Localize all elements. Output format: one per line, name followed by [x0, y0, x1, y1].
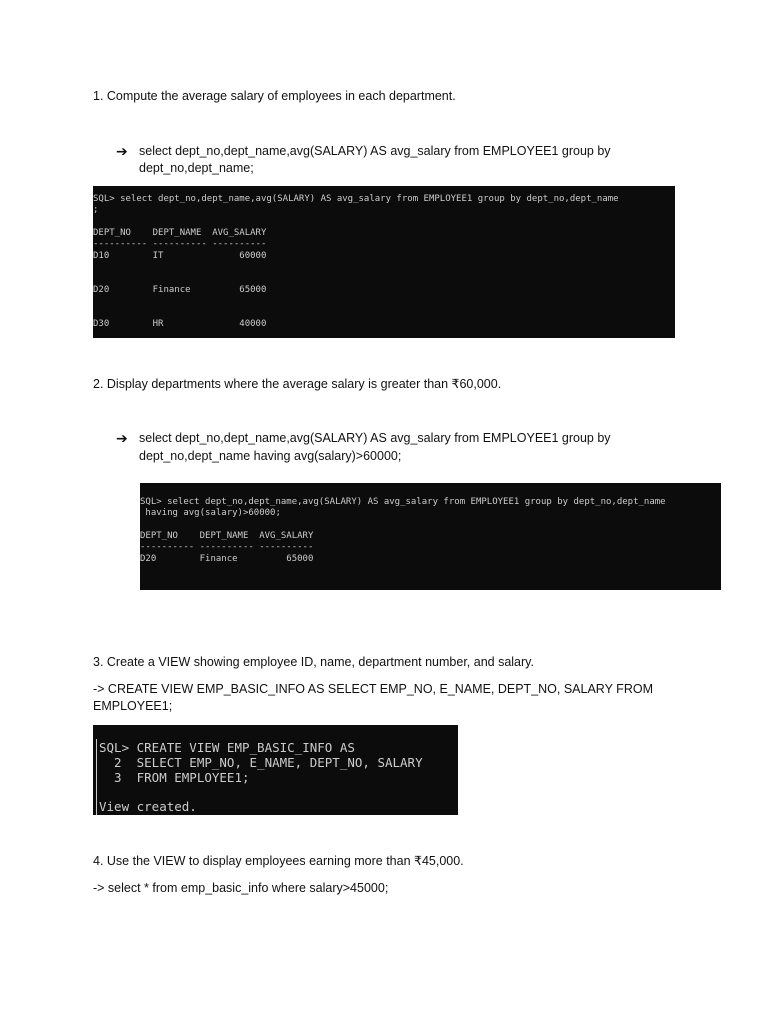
answer-2-line-1: select dept_no,dept_name,avg(SALARY) AS avg_salary from EMPLOYEE1 group by — [139, 431, 611, 445]
terminal-line: View created. — [99, 799, 197, 814]
terminal-line: D30 HR 40000 — [93, 319, 267, 329]
terminal-line: SQL> select dept_no,dept_name,avg(SALARY) AS avg_salary from EMPLOYEE1 group by dept_no,dept_name — [140, 497, 666, 507]
question-4-text: 4. Use the VIEW to display employees earning more than ₹45,000. — [93, 854, 464, 868]
terminal-output-1 — [93, 186, 675, 338]
answer-3-line-2: EMPLOYEE1; — [93, 699, 173, 713]
terminal-line: DEPT_NO DEPT_NAME AVG_SALARY — [93, 228, 267, 238]
terminal-line: SQL> select dept_no,dept_name,avg(SALARY) AS avg_salary from EMPLOYEE1 group by dept_no,dept_name — [93, 194, 619, 204]
question-1-text: 1. Compute the average salary of employees in each department. — [93, 89, 456, 103]
answer-1-line-2: dept_no,dept_name; — [139, 161, 254, 175]
terminal-output-2 — [140, 483, 721, 590]
terminal-output-3 — [93, 725, 458, 815]
terminal-line: having avg(salary)>60000; — [140, 508, 281, 518]
terminal-line: D20 Finance 65000 — [93, 285, 267, 295]
terminal-line: ---------- ---------- ---------- — [93, 239, 267, 249]
terminal-left-border — [96, 739, 97, 815]
terminal-line: D10 IT 60000 — [93, 251, 267, 261]
terminal-line: 2 SELECT EMP_NO, E_NAME, DEPT_NO, SALARY — [99, 755, 423, 770]
arrow-right-icon: ➔ — [116, 143, 128, 159]
answer-4-line-1: -> select * from emp_basic_info where salary>45000; — [93, 881, 389, 895]
answer-2-line-2: dept_no,dept_name having avg(salary)>60000; — [139, 449, 402, 463]
answer-1-line-1: select dept_no,dept_name,avg(SALARY) AS avg_salary from EMPLOYEE1 group by — [139, 144, 611, 158]
arrow-right-icon: ➔ — [116, 430, 128, 446]
question-3-text: 3. Create a VIEW showing employee ID, name, department number, and salary. — [93, 655, 534, 669]
terminal-line: ; — [93, 205, 99, 215]
answer-3-line-1: -> CREATE VIEW EMP_BASIC_INFO AS SELECT EMP_NO, E_NAME, DEPT_NO, SALARY FROM — [93, 682, 653, 696]
terminal-line: SQL> CREATE VIEW EMP_BASIC_INFO AS — [99, 740, 355, 755]
terminal-line: 3 FROM EMPLOYEE1; — [99, 770, 250, 785]
terminal-line: D20 Finance 65000 — [140, 554, 314, 564]
question-2-text: 2. Display departments where the average salary is greater than ₹60,000. — [93, 377, 502, 391]
terminal-line: ---------- ---------- ---------- — [140, 542, 314, 552]
terminal-line: DEPT_NO DEPT_NAME AVG_SALARY — [140, 531, 314, 541]
